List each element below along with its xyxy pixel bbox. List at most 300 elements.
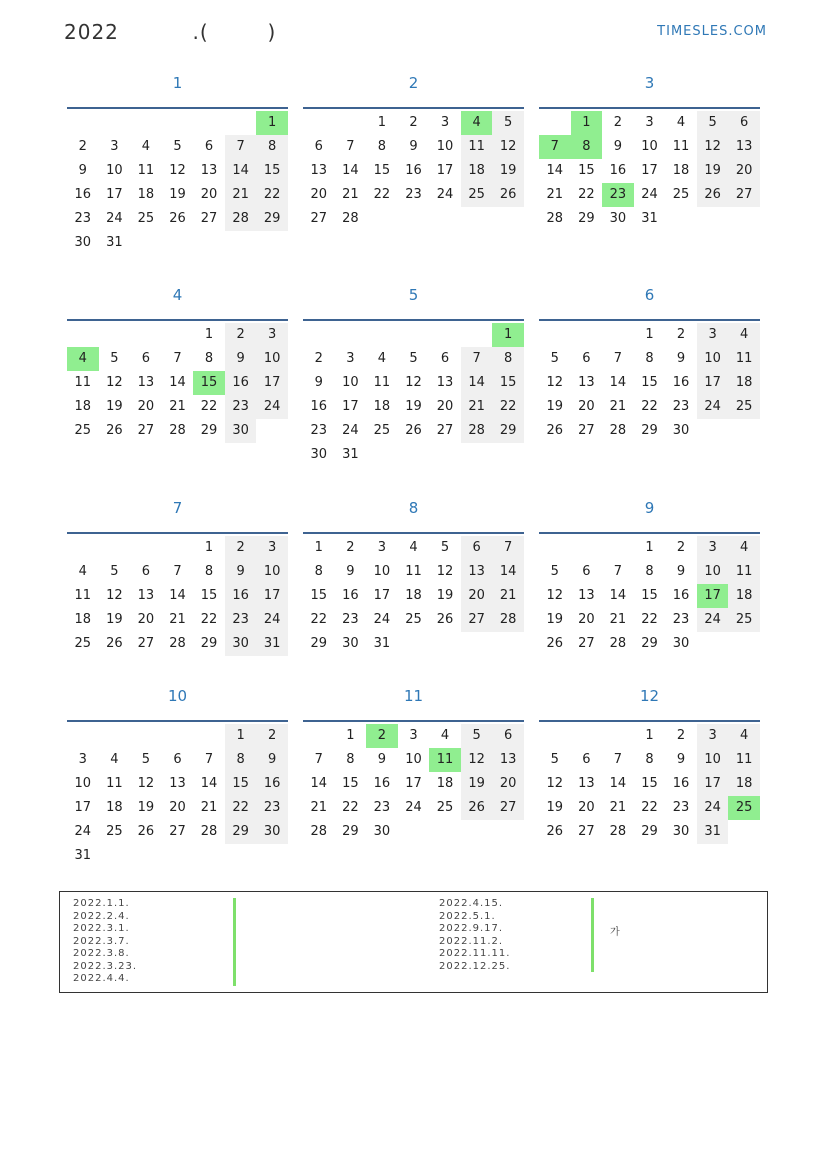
day-cell[interactable]: 12: [697, 135, 729, 159]
day-cell[interactable]: 16: [225, 371, 257, 395]
day-cell[interactable]: 25: [461, 183, 493, 207]
day-cell[interactable]: 24: [342, 423, 359, 438]
day-cell[interactable]: 21: [461, 395, 493, 419]
day-cell[interactable]: 5: [461, 724, 493, 748]
day-cell[interactable]: 24: [697, 608, 729, 632]
day-cell[interactable]: 9: [676, 564, 686, 579]
day-cell[interactable]: 23: [373, 800, 391, 815]
day-cell[interactable]: 21: [200, 800, 218, 815]
day-cell[interactable]: 13: [137, 375, 155, 390]
day-cell[interactable]: 8: [204, 564, 214, 579]
day-cell[interactable]: 3: [256, 323, 288, 347]
day-cell[interactable]: 13: [492, 748, 524, 772]
day-cell[interactable]: 6: [461, 536, 493, 560]
day-cell[interactable]: 10: [641, 139, 658, 154]
holiday-day-cell[interactable]: 11: [429, 748, 461, 772]
day-cell[interactable]: 26: [405, 423, 422, 438]
day-cell[interactable]: 6: [582, 564, 591, 579]
day-cell[interactable]: 7: [613, 564, 623, 579]
day-cell[interactable]: 3: [409, 728, 418, 743]
day-cell[interactable]: 26: [169, 211, 186, 226]
day-cell[interactable]: 8: [225, 748, 257, 772]
day-cell[interactable]: 11: [728, 560, 760, 584]
day-cell[interactable]: 30: [672, 423, 690, 438]
day-cell[interactable]: 17: [106, 187, 123, 202]
day-cell[interactable]: 11: [74, 588, 92, 603]
day-cell[interactable]: 1: [645, 327, 654, 342]
day-cell[interactable]: 19: [492, 159, 524, 183]
day-cell[interactable]: 29: [342, 824, 359, 839]
day-cell[interactable]: 9: [225, 347, 257, 371]
day-cell[interactable]: 9: [78, 163, 87, 178]
holiday-day-cell[interactable]: 7: [539, 135, 571, 159]
brand-logo[interactable]: TIMESLES.COM: [657, 24, 767, 39]
day-cell[interactable]: 22: [578, 187, 595, 202]
day-cell[interactable]: 18: [405, 588, 422, 603]
day-cell[interactable]: 29: [578, 211, 595, 226]
day-cell[interactable]: 22: [641, 612, 658, 627]
day-cell[interactable]: 30: [672, 636, 690, 651]
day-cell[interactable]: 11: [672, 139, 690, 154]
day-cell[interactable]: 12: [546, 375, 564, 390]
day-cell[interactable]: 11: [74, 375, 92, 390]
day-cell[interactable]: 2: [409, 115, 418, 130]
day-cell[interactable]: 24: [405, 800, 422, 815]
day-cell[interactable]: 25: [74, 423, 92, 438]
day-cell[interactable]: 3: [697, 323, 729, 347]
day-cell[interactable]: 21: [169, 399, 186, 414]
day-cell[interactable]: 15: [310, 588, 328, 603]
day-cell[interactable]: 3: [110, 139, 119, 154]
day-cell[interactable]: 22: [373, 187, 391, 202]
day-cell[interactable]: 6: [582, 752, 591, 767]
day-cell[interactable]: 5: [440, 540, 450, 555]
day-cell[interactable]: 13: [461, 560, 493, 584]
day-cell[interactable]: 9: [314, 375, 323, 390]
day-cell[interactable]: 19: [546, 800, 564, 815]
day-cell[interactable]: 4: [409, 540, 418, 555]
day-cell[interactable]: 1: [645, 540, 654, 555]
day-cell[interactable]: 23: [310, 423, 328, 438]
day-cell[interactable]: 15: [200, 588, 218, 603]
day-cell[interactable]: 27: [492, 796, 524, 820]
day-cell[interactable]: 30: [373, 824, 391, 839]
day-cell[interactable]: 17: [342, 399, 359, 414]
day-cell[interactable]: 13: [578, 588, 595, 603]
day-cell[interactable]: 20: [137, 399, 155, 414]
day-cell[interactable]: 10: [697, 347, 729, 371]
day-cell[interactable]: 23: [405, 187, 422, 202]
day-cell[interactable]: 18: [461, 159, 493, 183]
day-cell[interactable]: 17: [697, 772, 729, 796]
day-cell[interactable]: 2: [78, 139, 87, 154]
day-cell[interactable]: 5: [697, 111, 729, 135]
day-cell[interactable]: 3: [697, 724, 729, 748]
day-cell[interactable]: 6: [728, 111, 760, 135]
day-cell[interactable]: 17: [256, 371, 288, 395]
day-cell[interactable]: 16: [672, 588, 690, 603]
day-cell[interactable]: 14: [492, 560, 524, 584]
day-cell[interactable]: 26: [106, 423, 123, 438]
day-cell[interactable]: 1: [314, 540, 323, 555]
day-cell[interactable]: 27: [436, 423, 454, 438]
day-cell[interactable]: 6: [141, 351, 151, 366]
day-cell[interactable]: 17: [405, 776, 422, 791]
day-cell[interactable]: 21: [546, 187, 564, 202]
day-cell[interactable]: 29: [641, 824, 658, 839]
day-cell[interactable]: 25: [74, 636, 92, 651]
day-cell[interactable]: 10: [697, 748, 729, 772]
day-cell[interactable]: 19: [169, 187, 186, 202]
day-cell[interactable]: 19: [137, 800, 155, 815]
day-cell[interactable]: 29: [225, 820, 257, 844]
day-cell[interactable]: 2: [314, 351, 323, 366]
day-cell[interactable]: 11: [106, 776, 123, 791]
day-cell[interactable]: 16: [256, 772, 288, 796]
holiday-day-cell[interactable]: 25: [728, 796, 760, 820]
day-cell[interactable]: 16: [225, 584, 257, 608]
day-cell[interactable]: 16: [405, 163, 422, 178]
day-cell[interactable]: 20: [461, 584, 493, 608]
day-cell[interactable]: 2: [225, 323, 257, 347]
holiday-day-cell[interactable]: 8: [571, 135, 603, 159]
day-cell[interactable]: 9: [613, 139, 623, 154]
day-cell[interactable]: 6: [204, 139, 214, 154]
day-cell[interactable]: 29: [310, 636, 328, 651]
day-cell[interactable]: 30: [225, 632, 257, 656]
day-cell[interactable]: 7: [173, 351, 182, 366]
day-cell[interactable]: 13: [728, 135, 760, 159]
day-cell[interactable]: 17: [436, 163, 454, 178]
day-cell[interactable]: 22: [641, 800, 658, 815]
day-cell[interactable]: 8: [346, 752, 355, 767]
day-cell[interactable]: 31: [373, 636, 391, 651]
day-cell[interactable]: 2: [676, 327, 686, 342]
day-cell[interactable]: 5: [110, 351, 119, 366]
day-cell[interactable]: 14: [546, 163, 564, 178]
day-cell[interactable]: 16: [609, 163, 627, 178]
day-cell[interactable]: 6: [314, 139, 323, 154]
holiday-day-cell[interactable]: 1: [256, 111, 288, 135]
day-cell[interactable]: 19: [697, 159, 729, 183]
day-cell[interactable]: 1: [225, 724, 257, 748]
day-cell[interactable]: 20: [578, 800, 595, 815]
day-cell[interactable]: 1: [204, 540, 214, 555]
day-cell[interactable]: 15: [492, 371, 524, 395]
day-cell[interactable]: 2: [613, 115, 623, 130]
day-cell[interactable]: 28: [225, 207, 257, 231]
day-cell[interactable]: 27: [310, 211, 328, 226]
day-cell[interactable]: 8: [492, 347, 524, 371]
day-cell[interactable]: 8: [645, 752, 654, 767]
day-cell[interactable]: 26: [106, 636, 123, 651]
day-cell[interactable]: 9: [346, 564, 355, 579]
day-cell[interactable]: 14: [169, 375, 186, 390]
day-cell[interactable]: 14: [609, 776, 627, 791]
day-cell[interactable]: 7: [492, 536, 524, 560]
day-cell[interactable]: 9: [256, 748, 288, 772]
day-cell[interactable]: 5: [110, 564, 119, 579]
day-cell[interactable]: 21: [169, 612, 186, 627]
day-cell[interactable]: 25: [137, 211, 155, 226]
day-cell[interactable]: 7: [173, 564, 182, 579]
day-cell[interactable]: 20: [578, 399, 595, 414]
day-cell[interactable]: 10: [74, 776, 92, 791]
day-cell[interactable]: 2: [256, 724, 288, 748]
day-cell[interactable]: 25: [106, 824, 123, 839]
day-cell[interactable]: 15: [256, 159, 288, 183]
day-cell[interactable]: 7: [346, 139, 355, 154]
day-cell[interactable]: 16: [672, 375, 690, 390]
day-cell[interactable]: 17: [373, 588, 391, 603]
day-cell[interactable]: 26: [546, 636, 564, 651]
day-cell[interactable]: 28: [609, 423, 627, 438]
day-cell[interactable]: 14: [609, 375, 627, 390]
day-cell[interactable]: 11: [373, 375, 391, 390]
day-cell[interactable]: 28: [461, 419, 493, 443]
day-cell[interactable]: 26: [461, 796, 493, 820]
day-cell[interactable]: 25: [373, 423, 391, 438]
day-cell[interactable]: 30: [74, 235, 92, 250]
day-cell[interactable]: 11: [728, 748, 760, 772]
day-cell[interactable]: 18: [106, 800, 123, 815]
day-cell[interactable]: 5: [173, 139, 182, 154]
day-cell[interactable]: 29: [492, 419, 524, 443]
day-cell[interactable]: 28: [609, 636, 627, 651]
day-cell[interactable]: 19: [461, 772, 493, 796]
day-cell[interactable]: 28: [342, 211, 359, 226]
day-cell[interactable]: 17: [74, 800, 92, 815]
day-cell[interactable]: 15: [373, 163, 391, 178]
holiday-day-cell[interactable]: 17: [697, 584, 729, 608]
day-cell[interactable]: 2: [676, 728, 686, 743]
day-cell[interactable]: 9: [676, 752, 686, 767]
day-cell[interactable]: 4: [110, 752, 119, 767]
day-cell[interactable]: 23: [256, 796, 288, 820]
day-cell[interactable]: 7: [225, 135, 257, 159]
day-cell[interactable]: 4: [728, 323, 760, 347]
day-cell[interactable]: 23: [672, 612, 690, 627]
day-cell[interactable]: 23: [225, 395, 257, 419]
day-cell[interactable]: 14: [169, 588, 186, 603]
day-cell[interactable]: 12: [436, 564, 454, 579]
day-cell[interactable]: 12: [492, 135, 524, 159]
day-cell[interactable]: 16: [74, 187, 92, 202]
day-cell[interactable]: 16: [373, 776, 391, 791]
day-cell[interactable]: 26: [546, 423, 564, 438]
day-cell[interactable]: 15: [225, 772, 257, 796]
day-cell[interactable]: 10: [342, 375, 359, 390]
day-cell[interactable]: 31: [74, 848, 92, 863]
holiday-day-cell[interactable]: 23: [602, 183, 634, 207]
day-cell[interactable]: 16: [310, 399, 328, 414]
day-cell[interactable]: 20: [169, 800, 186, 815]
day-cell[interactable]: 8: [645, 564, 654, 579]
day-cell[interactable]: 29: [256, 207, 288, 231]
day-cell[interactable]: 12: [106, 588, 123, 603]
day-cell[interactable]: 23: [672, 399, 690, 414]
day-cell[interactable]: 30: [609, 211, 627, 226]
day-cell[interactable]: 27: [137, 636, 155, 651]
day-cell[interactable]: 31: [697, 820, 729, 844]
day-cell[interactable]: 12: [137, 776, 155, 791]
day-cell[interactable]: 6: [141, 564, 151, 579]
day-cell[interactable]: 29: [641, 636, 658, 651]
day-cell[interactable]: 16: [672, 776, 690, 791]
day-cell[interactable]: 24: [641, 187, 658, 202]
day-cell[interactable]: 10: [436, 139, 454, 154]
day-cell[interactable]: 4: [440, 728, 450, 743]
day-cell[interactable]: 14: [200, 776, 218, 791]
day-cell[interactable]: 25: [436, 800, 454, 815]
day-cell[interactable]: 12: [405, 375, 422, 390]
day-cell[interactable]: 8: [314, 564, 323, 579]
day-cell[interactable]: 17: [697, 371, 729, 395]
day-cell[interactable]: 1: [645, 728, 654, 743]
day-cell[interactable]: 21: [609, 399, 627, 414]
day-cell[interactable]: 7: [314, 752, 323, 767]
day-cell[interactable]: 3: [346, 351, 355, 366]
day-cell[interactable]: 10: [256, 560, 288, 584]
day-cell[interactable]: 13: [169, 776, 186, 791]
day-cell[interactable]: 22: [310, 612, 328, 627]
day-cell[interactable]: 14: [461, 371, 493, 395]
day-cell[interactable]: 5: [550, 564, 559, 579]
day-cell[interactable]: 4: [676, 115, 686, 130]
holiday-day-cell[interactable]: 4: [461, 111, 493, 135]
day-cell[interactable]: 25: [728, 395, 760, 419]
day-cell[interactable]: 28: [609, 824, 627, 839]
day-cell[interactable]: 6: [492, 724, 524, 748]
day-cell[interactable]: 26: [697, 183, 729, 207]
day-cell[interactable]: 22: [342, 800, 359, 815]
day-cell[interactable]: 12: [169, 163, 186, 178]
day-cell[interactable]: 5: [409, 351, 418, 366]
day-cell[interactable]: 22: [225, 796, 257, 820]
day-cell[interactable]: 29: [200, 423, 218, 438]
day-cell[interactable]: 13: [436, 375, 454, 390]
day-cell[interactable]: 15: [641, 776, 658, 791]
day-cell[interactable]: 2: [346, 540, 355, 555]
day-cell[interactable]: 18: [728, 371, 760, 395]
day-cell[interactable]: 29: [200, 636, 218, 651]
day-cell[interactable]: 7: [613, 351, 623, 366]
day-cell[interactable]: 30: [672, 824, 690, 839]
day-cell[interactable]: 10: [405, 752, 422, 767]
day-cell[interactable]: 13: [310, 163, 328, 178]
day-cell[interactable]: 16: [342, 588, 359, 603]
day-cell[interactable]: 3: [697, 536, 729, 560]
day-cell[interactable]: 22: [200, 612, 218, 627]
day-cell[interactable]: 20: [578, 612, 595, 627]
day-cell[interactable]: 20: [436, 399, 454, 414]
day-cell[interactable]: 14: [609, 588, 627, 603]
day-cell[interactable]: 24: [256, 608, 288, 632]
holiday-day-cell[interactable]: 1: [492, 323, 524, 347]
day-cell[interactable]: 1: [204, 327, 214, 342]
day-cell[interactable]: 8: [377, 139, 387, 154]
day-cell[interactable]: 21: [342, 187, 359, 202]
day-cell[interactable]: 12: [546, 776, 564, 791]
day-cell[interactable]: 22: [256, 183, 288, 207]
day-cell[interactable]: 21: [225, 183, 257, 207]
day-cell[interactable]: 7: [613, 752, 623, 767]
day-cell[interactable]: 19: [546, 612, 564, 627]
day-cell[interactable]: 19: [436, 588, 454, 603]
day-cell[interactable]: 23: [672, 800, 690, 815]
day-cell[interactable]: 24: [106, 211, 123, 226]
day-cell[interactable]: 10: [106, 163, 123, 178]
day-cell[interactable]: 20: [492, 772, 524, 796]
day-cell[interactable]: 18: [436, 776, 454, 791]
day-cell[interactable]: 3: [377, 540, 387, 555]
day-cell[interactable]: 13: [200, 163, 218, 178]
day-cell[interactable]: 9: [409, 139, 418, 154]
day-cell[interactable]: 13: [578, 776, 595, 791]
day-cell[interactable]: 3: [645, 115, 654, 130]
day-cell[interactable]: 29: [641, 423, 658, 438]
day-cell[interactable]: 27: [578, 824, 595, 839]
day-cell[interactable]: 5: [550, 752, 559, 767]
day-cell[interactable]: 22: [641, 399, 658, 414]
day-cell[interactable]: 20: [200, 187, 218, 202]
day-cell[interactable]: 12: [546, 588, 564, 603]
day-cell[interactable]: 30: [310, 447, 328, 462]
day-cell[interactable]: 27: [578, 423, 595, 438]
day-cell[interactable]: 31: [641, 211, 658, 226]
day-cell[interactable]: 7: [204, 752, 214, 767]
day-cell[interactable]: 21: [609, 800, 627, 815]
day-cell[interactable]: 26: [546, 824, 564, 839]
day-cell[interactable]: 27: [200, 211, 218, 226]
day-cell[interactable]: 3: [78, 752, 87, 767]
day-cell[interactable]: 1: [377, 115, 387, 130]
day-cell[interactable]: 18: [728, 772, 760, 796]
day-cell[interactable]: 24: [373, 612, 391, 627]
day-cell[interactable]: 24: [74, 824, 92, 839]
day-cell[interactable]: 8: [256, 135, 288, 159]
day-cell[interactable]: 11: [728, 347, 760, 371]
day-cell[interactable]: 11: [137, 163, 155, 178]
day-cell[interactable]: 2: [676, 540, 686, 555]
day-cell[interactable]: 21: [609, 612, 627, 627]
day-cell[interactable]: 7: [461, 347, 493, 371]
day-cell[interactable]: 8: [204, 351, 214, 366]
day-cell[interactable]: 25: [728, 608, 760, 632]
day-cell[interactable]: 17: [641, 163, 658, 178]
day-cell[interactable]: 20: [137, 612, 155, 627]
day-cell[interactable]: 18: [373, 399, 391, 414]
day-cell[interactable]: 11: [461, 135, 493, 159]
day-cell[interactable]: 9: [377, 752, 387, 767]
day-cell[interactable]: 22: [200, 399, 218, 414]
day-cell[interactable]: 24: [436, 187, 454, 202]
day-cell[interactable]: 26: [492, 183, 524, 207]
holiday-day-cell[interactable]: 1: [571, 111, 603, 135]
day-cell[interactable]: 12: [461, 748, 493, 772]
day-cell[interactable]: 10: [373, 564, 391, 579]
day-cell[interactable]: 4: [377, 351, 387, 366]
day-cell[interactable]: 15: [641, 588, 658, 603]
day-cell[interactable]: 30: [225, 419, 257, 443]
day-cell[interactable]: 19: [106, 399, 123, 414]
day-cell[interactable]: 3: [440, 115, 450, 130]
day-cell[interactable]: 25: [405, 612, 422, 627]
day-cell[interactable]: 9: [225, 560, 257, 584]
day-cell[interactable]: 23: [225, 608, 257, 632]
day-cell[interactable]: 20: [728, 159, 760, 183]
day-cell[interactable]: 28: [169, 423, 186, 438]
